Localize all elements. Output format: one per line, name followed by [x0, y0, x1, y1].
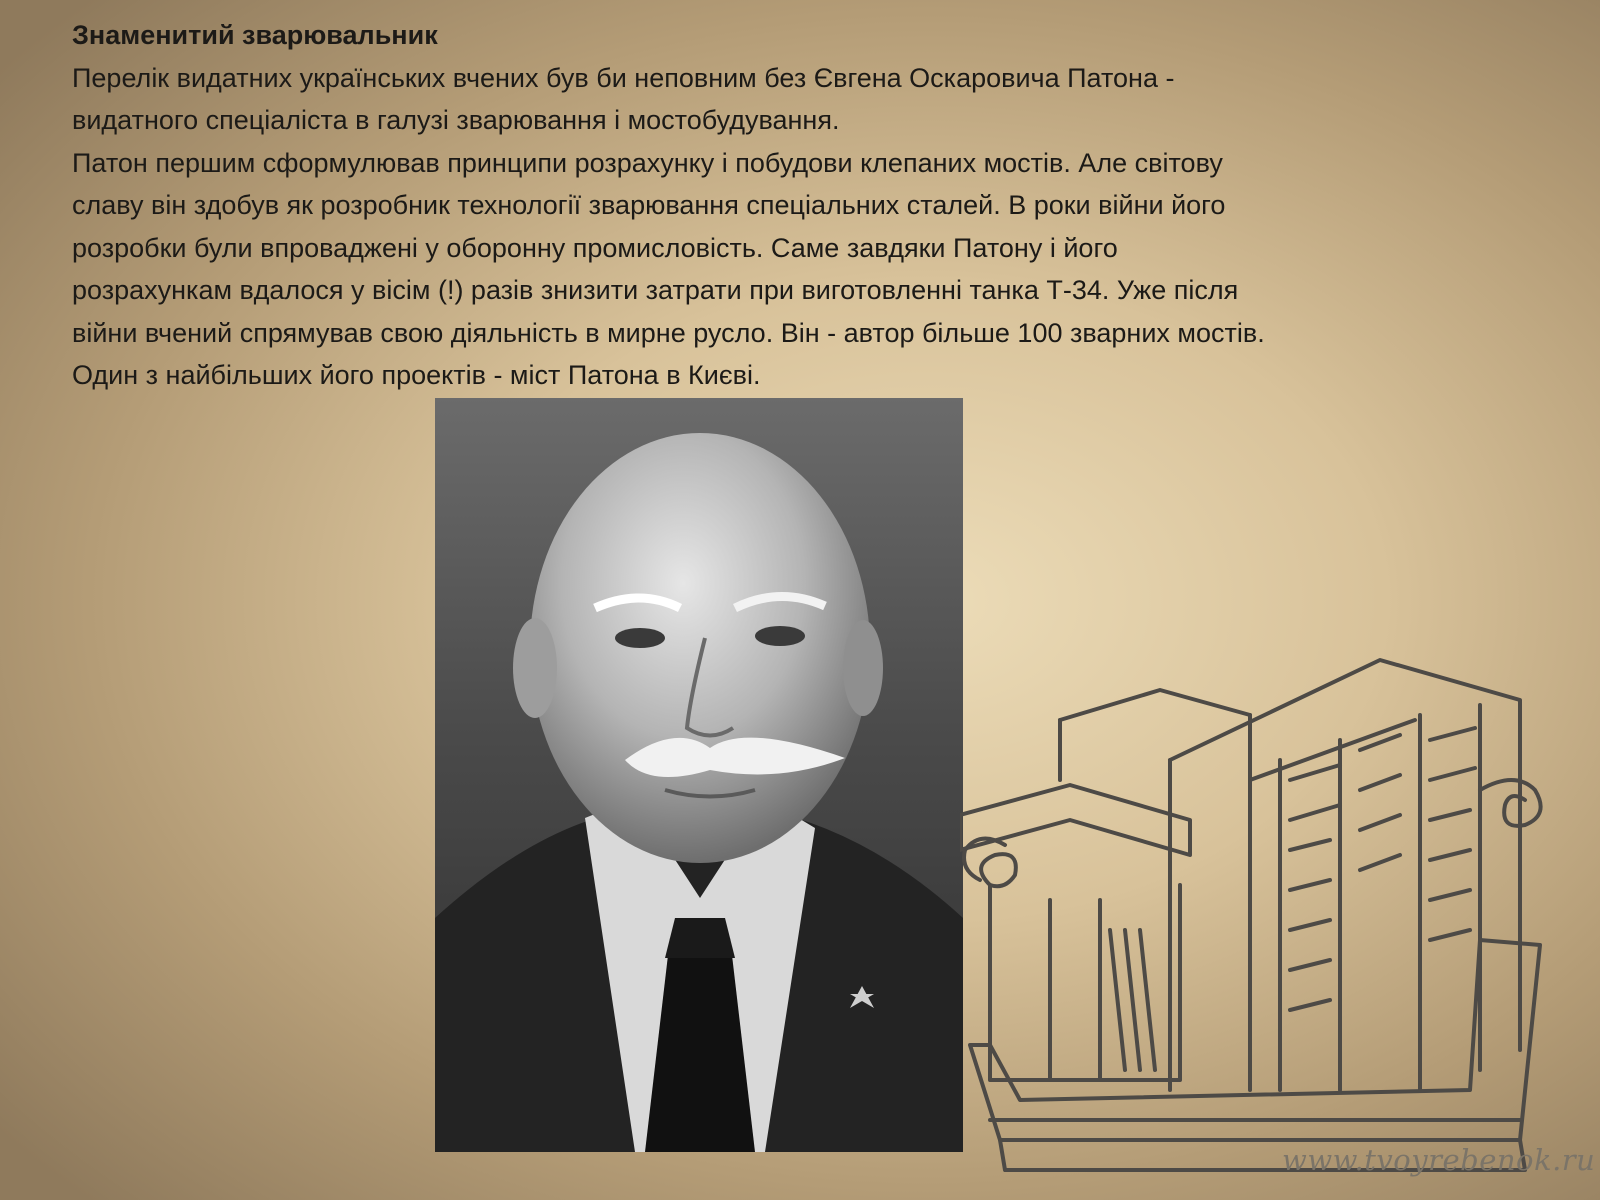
portrait-drawing	[435, 398, 963, 1152]
body-line: розробки були впроваджені у оборонну промисловість. Саме завдяки Патону і його	[72, 232, 1118, 263]
body-line: видатного спеціаліста в галузі зварювання і мостобудування.	[72, 105, 840, 135]
watermark: www.tvoyrebenok.ru	[1282, 1143, 1596, 1177]
books-sketch-icon	[960, 650, 1570, 1190]
body-line: славу він здобув як розробник технології зварювання спеціальних сталей. В роки війни його	[72, 190, 1226, 220]
body-line: Патон першим сформулював принципи розрахунку і побудови клепаних мостів. Але світову	[72, 147, 1223, 178]
portrait-photo	[435, 398, 963, 1152]
body-line: війни вчений спрямував свою діяльність в мирне русло. Він - автор більше 100 зварних мостів.	[72, 317, 1265, 348]
slide-title: Знаменитий зварювальник	[72, 20, 438, 50]
body-line: Один з найбільших його проектів - міст Патона в Києві.	[72, 360, 761, 390]
body-line: розрахункам вдалося у вісім (!) разів знизити затрати при виготовленні танка Т-34. Уже після	[72, 275, 1239, 305]
slide-text-block	[72, 14, 1562, 397]
body-line: Перелік видатних українських вчених був би неповним без Євгена Оскаровича Патона -	[72, 62, 1175, 93]
